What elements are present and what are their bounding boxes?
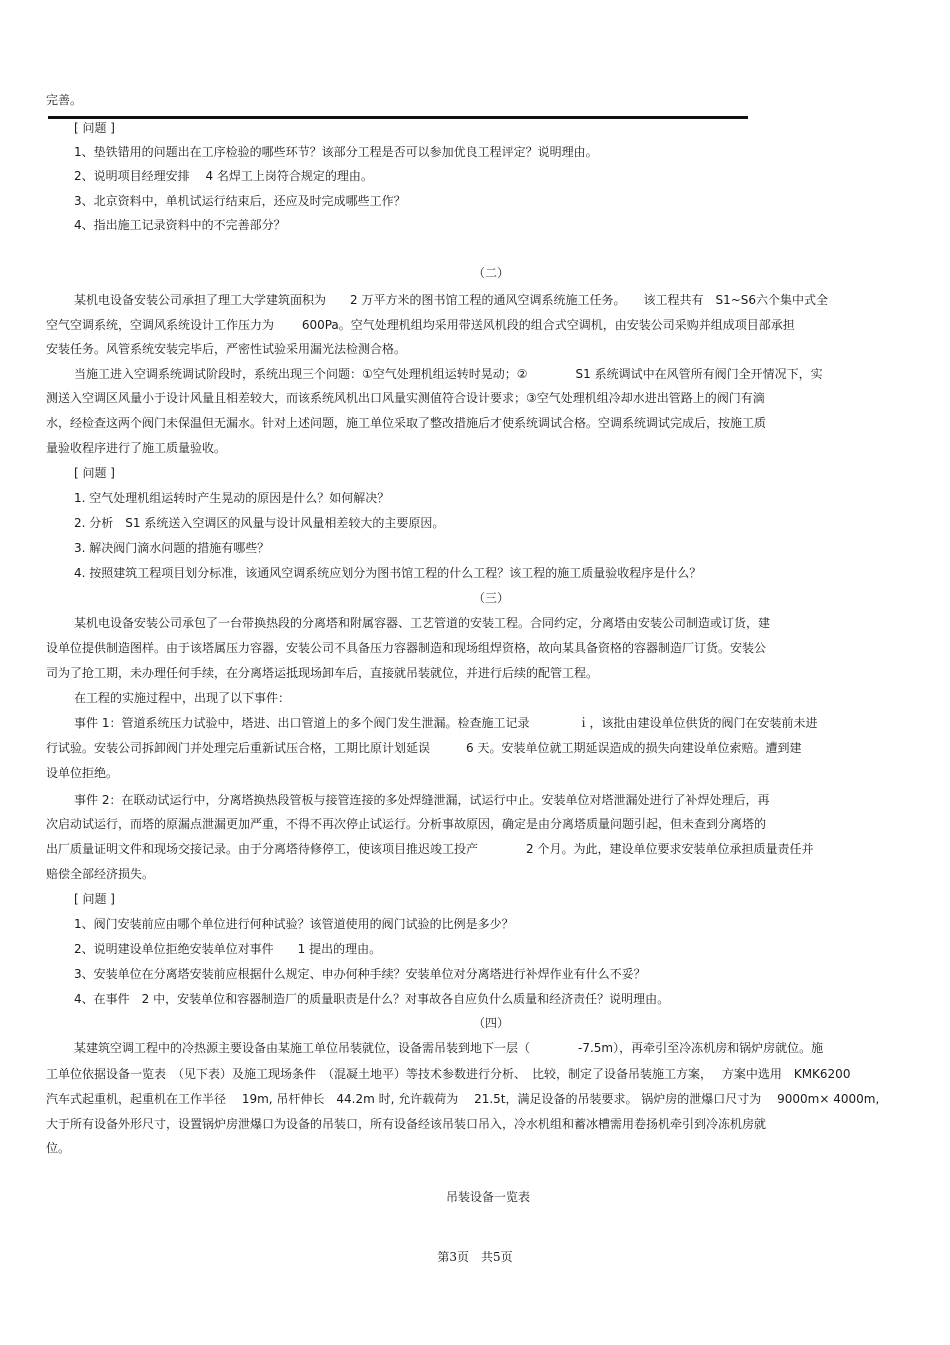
paragraph-line: 行试验。安装公司拆卸阀门并处理完后重新试压合格，工期比原计划延误 6 天。安装单位就工期延误造成的损失向建设单位索赔。遭到建 [46,741,802,755]
questions-header: [ 问题 ] [74,892,115,906]
page-footer: 第3页 共5页 [437,1250,513,1264]
question-item: 1. 空气处理机组运转时产生晃动的原因是什么？如何解决？ [74,491,390,505]
paragraph-line: 安装任务。风管系统安装完毕后，严密性试验采用漏光法检测合格。 [46,342,407,356]
question-item: 1、阀门安装前应由哪个单位进行何种试验？该管道使用的阀门试验的比例是多少？ [74,917,514,931]
question-item: 1、垫铁错用的问题出在工序检验的哪些环节？该部分工程是否可以参加优良工程评定？说明理由。 [74,145,598,159]
questions-header: [ 问题 ] [74,121,115,135]
question-item: 2. 分析 S1 系统送入空调区的风量与设计风量相差较大的主要原因。 [74,516,445,530]
paragraph-line: 赔偿全部经济损失。 [46,867,155,881]
horizontal-rule [48,116,748,119]
section-title: （三） [472,591,509,605]
paragraph-line: 某建筑空调工程中的冷热源主要设备由某施工单位吊装就位，设备需吊装到地下一层（ -7.5m），再牵引至冷冻机房和锅炉房就位。施 [74,1041,824,1055]
paragraph-line: 工单位依据设备一览表 （见下表）及施工现场条件 （混凝土地平）等技术参数进行分析、 比较，制定了设备吊装施工方案， 方案中选用 KMK6200 [46,1067,851,1081]
paragraph-line: 位。 [46,1141,71,1155]
question-item: 4、在事件 2 中，安装单位和容器制造厂的质量职责是什么？对事故各自应负什么质量和经济责任？说明理由。 [74,992,670,1006]
paragraph-line: 在工程的实施过程中，出现了以下事件： [74,691,291,705]
paragraph-line: 量验收程序进行了施工质量验收。 [46,441,227,455]
paragraph-line: 空气空调系统，空调风系统设计工作压力为 600Pa。空气处理机组均采用带送风机段的组合式空调机，由安装公司采购并组成项目部承担 [46,318,795,332]
section-title: （四） [472,1016,509,1030]
paragraph-line: 大于所有设备外形尺寸，设置锅炉房泄爆口为设备的吊装口，所有设备经该吊装口吊入，冷水机组和蓄冰槽需用卷扬机牵引到冷冻机房就 [46,1117,767,1131]
question-item: 3. 解决阀门滴水问题的措施有哪些？ [74,541,270,555]
paragraph-line: 水，经检查这两个阀门未保温但无漏水。针对上述问题，施工单位采取了整改措施后才使系统调试合格。空调系统调试完成后，按施工质 [46,416,767,430]
question-item: 4. 按照建筑工程项目划分标准，该通风空调系统应划分为图书馆工程的什么工程？该工程的施工质量验收程序是什么？ [74,566,702,580]
paragraph-line: 设单位拒绝。 [46,766,119,780]
table-caption: 吊装设备一览表 [445,1190,530,1204]
paragraph-line: 司为了抢工期，未办理任何手续，在分离塔运抵现场卸车后，直接就吊装就位，并进行后续的配管工程。 [46,666,599,680]
question-item: 2、说明项目经理安排 4 名焊工上岗符合规定的理由。 [74,169,373,183]
paragraph-line: 某机电设备安装公司承担了理工大学建筑面积为 2 万平方米的图书馆工程的通风空调系统施工任务。 该工程共有 S1~S6六个集中式全 [74,293,829,307]
section-title: （二） [472,266,509,280]
paragraph-line: 事件 1：管道系统压力试验中，塔进、出口管道上的多个阀门发生泄漏。检查施工记录 ｉ，该批由建设单位供货的阀门在安装前未进 [74,716,818,730]
question-item: 3、安装单位在分离塔安装前应根据什么规定、申办何种手续？安装单位对分离塔进行补焊作业有什么不妥？ [74,967,646,981]
question-item: 2、说明建设单位拒绝安装单位对事件 1 提出的理由。 [74,942,382,956]
questions-header: [ 问题 ] [74,466,115,480]
paragraph-line: 汽车式起重机，起重机在工作半径 19m, 吊杆伸长 44.2m 时, 允许载荷为 21.5t，满足设备的吊装要求。 锅炉房的泄爆口尺寸为 9000m× 4000m, [46,1092,880,1106]
question-item: 4、指出施工记录资料中的不完善部分？ [74,218,286,232]
paragraph-line: 当施工进入空调系统调试阶段时，系统出现三个问题：①空气处理机组运转时晃动；② S1 系统调试中在风管所有阀门全开情况下，实 [74,367,823,381]
paragraph-line: 次启动试运行，而塔的原漏点泄漏更加严重，不得不再次停止试运行。分析事故原因，确定是由分离塔质量问题引起，但未查到分离塔的 [46,817,767,831]
paragraph-line: 事件 2：在联动试运行中，分离塔换热段管板与接管连接的多处焊缝泄漏，试运行中止。安装单位对塔泄漏处进行了补焊处理后，再 [74,793,770,807]
paragraph-line: 某机电设备安装公司承包了一台带换热段的分离塔和附属容器、工艺管道的安装工程。合同约定，分离塔由安装公司制造或订货，建 [74,616,771,630]
paragraph-line: 设单位提供制造图样。由于该塔属压力容器，安装公司不具备压力容器制造和现场组焊资格，故向某具备资格的容器制造厂订货。安装公 [46,641,767,655]
paragraph-line: 出厂质量证明文件和现场交接记录。由于分离塔待修停工，使该项目推迟竣工投产 2 个月。为此，建设单位要求安装单位承担质量责任并 [46,842,814,856]
question-item: 3、北京资料中，单机试运行结束后，还应及时完成哪些工作？ [74,194,406,208]
previous-text-tail: 完善。 [46,93,83,107]
paragraph-line: 测送入空调区风量小于设计风量且相差较大，而该系统风机出口风量实测值符合设计要求；③空气处理机组冷却水进出管路上的阀门有滴 [46,391,765,405]
